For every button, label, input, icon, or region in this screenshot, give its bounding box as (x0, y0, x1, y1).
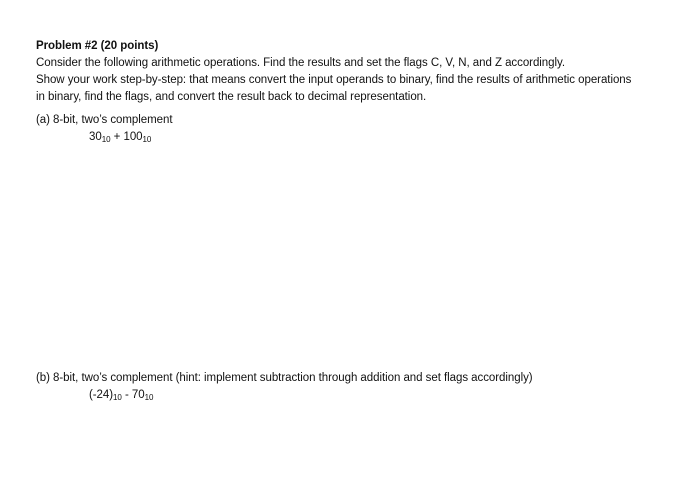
part-b-operand-1: (-24) (89, 389, 114, 401)
part-b-label: (b) 8-bit, two’s complement (hint: implement subtraction through addition and set flags accordingly) (36, 372, 533, 384)
part-b-base-2: 10 (144, 393, 154, 402)
problem-instruction-line-3: in binary, find the flags, and convert the result back to decimal representation. (36, 91, 427, 103)
part-a-operator: + (110, 131, 124, 143)
part-a-base-2: 10 (142, 135, 152, 144)
part-a-operand-2: 100 (123, 131, 143, 143)
problem-instruction-line-2: Show your work step-by-step: that means convert the input operands to binary, find the results of arithmetic operations (36, 74, 632, 86)
part-a-operand-1: 30 (89, 131, 102, 143)
problem-title: Problem #2 (20 points) (36, 40, 159, 52)
part-a-expression (89, 129, 151, 146)
problem-instruction-line-1: Consider the following arithmetic operations. Find the results and set the flags C, V, N, and Z accordingly. (36, 57, 565, 69)
part-b-operand-2: 70 (131, 389, 145, 401)
part-a-base-1: 10 (101, 135, 111, 144)
part-b-expression (89, 387, 153, 404)
part-b-operator: - (121, 389, 132, 401)
part-b-base-1: 10 (113, 393, 122, 402)
part-a-label: (a) 8-bit, two’s complement (36, 114, 173, 126)
